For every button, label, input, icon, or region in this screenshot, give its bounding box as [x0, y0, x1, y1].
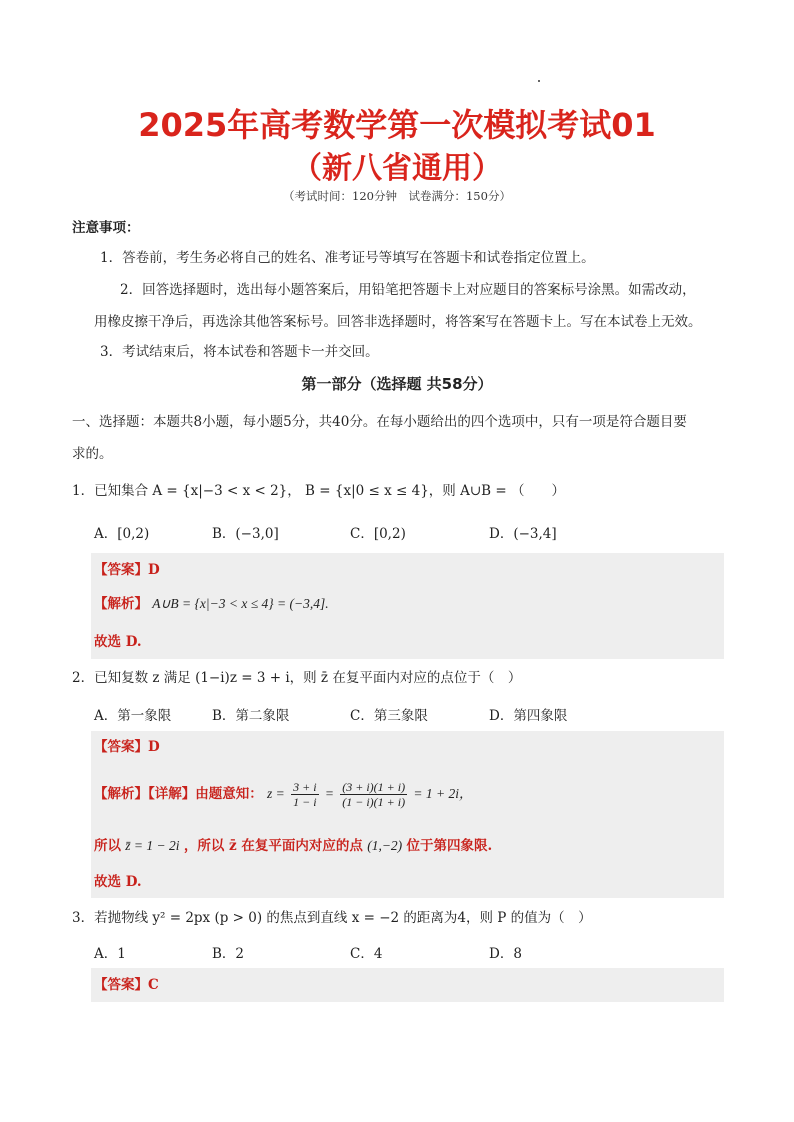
part1-heading: 第一部分（选择题 共58分） [301, 375, 493, 393]
q1-answer: 【答案】D [94, 562, 160, 578]
q1-conclusion: 故选 D. [94, 634, 142, 650]
q2-line2-prefix: 所以 [94, 838, 121, 854]
q2-analysis-label: 【解析】【详解】由题意知： [94, 786, 263, 802]
notes-item-2-line2: 用橡皮擦干净后，再选涂其他答案标号。回答非选择题时，将答案写在答题卡上。写在本试卷上无效。 [94, 314, 702, 330]
q1-analysis-label: 【解析】 [94, 596, 148, 612]
notes-item-3: 3．考试结束后，将本试卷和答题卡一并交回。 [100, 344, 379, 360]
q3-option-d: D．8 [489, 946, 522, 962]
q1-option-c: C．[0,2) [350, 526, 406, 542]
q2-stem: 2．已知复数 z 满足 (1−i)z = 3 + i，则 z̄ 在复平面内对应的点位于（ ） [72, 670, 522, 686]
q3-answer: 【答案】C [94, 977, 159, 993]
q2-fraction-1-denominator: 1 − i [293, 795, 317, 809]
q1-option-b: B．(−3,0] [212, 526, 279, 542]
q3-option-a: A．1 [94, 946, 126, 962]
q3-answer-box [91, 968, 724, 1002]
q2-option-b: B．第二象限 [212, 708, 290, 724]
q2-analysis-line2 [94, 836, 492, 856]
q2-option-d: D．第四象限 [489, 708, 568, 724]
q2-analysis-lhs: z = [267, 786, 285, 801]
q1-analysis-math: A∪B = {x|−3 < x ≤ 4} = (−3,4]. [152, 596, 329, 611]
notes-heading: 注意事项： [72, 220, 140, 236]
notes-item-1: 1．答卷前，考生务必将自己的姓名、准考证号等填写在答题卡和试卷指定位置上。 [100, 250, 595, 266]
q2-option-c: C．第三象限 [350, 708, 428, 724]
section1-instructions-line1: 一、选择题：本题共8小题，每小题5分，共40分。在每小题给出的四个选项中，只有一项是符合题目要 [72, 414, 687, 430]
q3-stem: 3．若抛物线 y² = 2px (p > 0) 的焦点到直线 x = −2 的距离为4，则 P 的值为（ ） [72, 910, 592, 926]
section1-instructions-line2: 求的。 [72, 446, 113, 462]
q3-option-c: C．4 [350, 946, 383, 962]
q2-conclusion: 故选 D. [94, 874, 142, 890]
exam-info: （考试时间：120分钟 试卷满分：150分） [283, 189, 511, 203]
q1-option-a: A．[0,2) [94, 526, 150, 542]
q2-line2-math: z̄ = 1 − 2i [125, 838, 180, 853]
q1-stem: 1．已知集合 A = {x|−3 < x < 2}， B = {x|0 ≤ x ≤ 4}，则 A∪B = （ ） [72, 483, 565, 499]
exam-subtitle-region: （新八省通用） [292, 151, 502, 186]
q1-analysis [94, 594, 329, 614]
q2-line2-point: (1,−2) [367, 838, 403, 853]
q2-analysis: 【解析】【详解】由题意知： z = $\frac{3 + i}{1 - i}$ = $\frac{(3 + i)(1 + i)}{(1 - i)(1 + i)}$ = 1 + 2i， [94, 780, 473, 809]
q2-fraction-2 [340, 780, 407, 809]
exam-title: 2025年高考数学第一次模拟考试01 [138, 106, 656, 144]
q2-option-a: A．第一象限 [94, 708, 172, 724]
q2-analysis-result: = 1 + 2i， [413, 786, 473, 801]
q2-fraction-2-denominator: (1 − i)(1 + i) [342, 795, 406, 809]
scan-dot [538, 80, 540, 82]
q2-fraction-2-numerator: (3 + i)(1 + i) [342, 780, 406, 794]
q1-option-d: D．(−3,4] [489, 526, 557, 542]
q2-line2-mid: ，所以 z̄ 在复平面内对应的点 [183, 838, 363, 854]
q3-option-b: B．2 [212, 946, 245, 962]
notes-item-2-line1: 2．回答选择题时，选出每小题答案后，用铅笔把答题卡上对应题目的答案标号涂黑。如需改动， [120, 282, 696, 298]
q2-answer: 【答案】D [94, 739, 160, 755]
q2-fraction-1 [291, 780, 318, 809]
q2-fraction-1-numerator: 3 + i [293, 780, 317, 794]
q2-line2-suffix: 位于第四象限. [406, 838, 493, 854]
